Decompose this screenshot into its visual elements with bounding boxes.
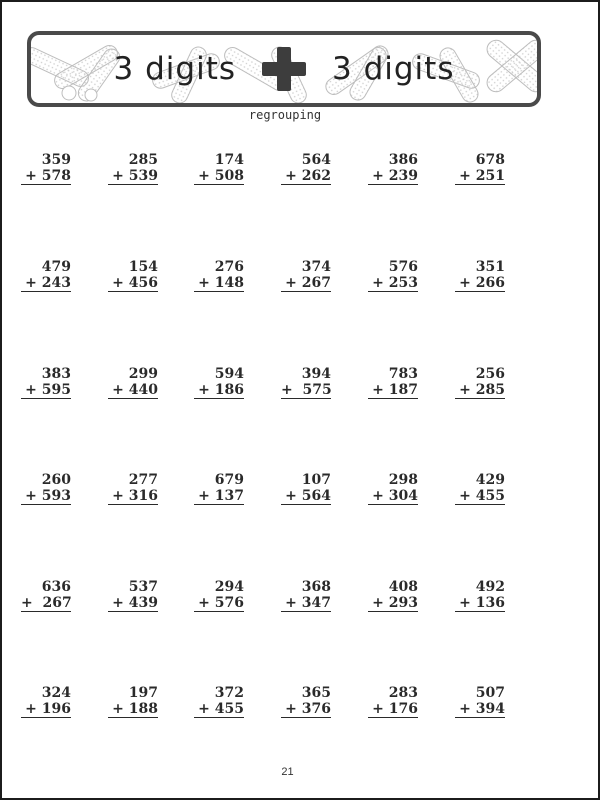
addend-bottom: + 508 [194, 168, 244, 185]
addend-top: 679 [214, 472, 244, 488]
addend-bottom: + 148 [194, 275, 244, 292]
addend-bottom: + 293 [368, 595, 418, 612]
addition-problem [368, 366, 418, 399]
addend-bottom: + 187 [368, 382, 418, 399]
addend-bottom: + 455 [194, 701, 244, 718]
addend-top: 383 [41, 366, 71, 382]
addend-bottom: + 578 [21, 168, 71, 185]
addend-bottom: + 137 [194, 488, 244, 505]
addend-bottom: + 316 [108, 488, 158, 505]
addition-problem [108, 579, 158, 612]
addend-top: 256 [475, 366, 505, 382]
addend-top: 408 [388, 579, 418, 595]
addition-problem [281, 259, 331, 292]
addend-top: 276 [214, 259, 244, 275]
addition-problem [368, 579, 418, 612]
addend-top: 783 [388, 366, 418, 382]
addend-top: 594 [214, 366, 244, 382]
addend-top: 285 [128, 152, 158, 168]
addend-top: 107 [301, 472, 331, 488]
subtitle: regrouping [248, 108, 322, 122]
addition-problem [21, 472, 71, 505]
addition-problem [108, 366, 158, 399]
addition-problem [194, 579, 244, 612]
addend-bottom: + 575 [281, 382, 332, 398]
addend-bottom: + 266 [455, 275, 505, 292]
addend-top: 537 [128, 579, 158, 595]
addend-top: 492 [475, 579, 505, 595]
addition-problem [21, 579, 71, 612]
addend-top: 283 [388, 685, 418, 701]
addend-bottom: + 347 [281, 595, 331, 612]
addition-problem [108, 685, 158, 718]
addition-problem [281, 685, 331, 718]
addend-top: 678 [475, 152, 505, 168]
addition-problem [368, 152, 418, 185]
addition-problem [281, 579, 331, 612]
addend-top: 174 [214, 152, 244, 168]
addend-top: 260 [41, 472, 71, 488]
addition-problem [455, 685, 505, 718]
addition-problem [108, 259, 158, 292]
addition-problem [455, 579, 505, 612]
addend-bottom: + 456 [108, 275, 158, 292]
title-left: 3 digits [113, 51, 236, 87]
addition-problem [194, 685, 244, 718]
addend-bottom: + 251 [455, 168, 505, 185]
addend-top: 365 [301, 685, 331, 701]
addend-bottom: + 188 [108, 701, 158, 718]
addend-top: 507 [475, 685, 505, 701]
addend-top: 351 [475, 259, 505, 275]
addend-bottom: + 253 [368, 275, 418, 292]
addend-bottom: + 564 [281, 488, 331, 505]
addition-problem [194, 472, 244, 505]
addend-top: 386 [388, 152, 418, 168]
addend-top: 294 [214, 579, 244, 595]
addend-top: 394 [301, 366, 331, 382]
addend-bottom: + 455 [455, 488, 505, 505]
addend-top: 154 [128, 259, 158, 275]
addition-problem [108, 152, 158, 185]
addition-problem [281, 152, 331, 185]
addend-top: 429 [475, 472, 505, 488]
addition-problem [368, 685, 418, 718]
addend-top: 564 [301, 152, 331, 168]
addition-problem [368, 259, 418, 292]
addend-bottom: + 539 [108, 168, 158, 185]
addition-problem [368, 472, 418, 505]
addend-top: 368 [301, 579, 331, 595]
addition-problem [281, 472, 331, 505]
addend-bottom: + 186 [194, 382, 244, 399]
addend-bottom: + 243 [21, 275, 71, 292]
addition-problem [455, 472, 505, 505]
addend-bottom: + 394 [455, 701, 505, 718]
addend-bottom: + 595 [21, 382, 71, 399]
addend-top: 324 [41, 685, 71, 701]
addend-top: 299 [128, 366, 158, 382]
addend-bottom: + 267 [281, 275, 331, 292]
addition-problem [21, 259, 71, 292]
addition-problem [21, 366, 71, 399]
addend-top: 636 [41, 579, 71, 595]
addend-bottom: + 262 [281, 168, 331, 185]
addend-bottom: + 136 [455, 595, 505, 612]
addition-problem [194, 366, 244, 399]
addend-bottom: + 196 [21, 701, 71, 718]
addend-top: 359 [41, 152, 71, 168]
page-number: 21 [281, 766, 294, 778]
addend-bottom: + 440 [108, 382, 158, 399]
addition-problem [455, 152, 505, 185]
addition-problem [194, 259, 244, 292]
addend-top: 479 [41, 259, 71, 275]
addition-problem [455, 259, 505, 292]
addition-problem [21, 685, 71, 718]
addend-bottom: + 576 [194, 595, 244, 612]
addend-bottom: + 267 [21, 595, 72, 611]
addend-bottom: + 239 [368, 168, 418, 185]
addend-bottom: + 376 [281, 701, 331, 718]
title-right: 3 digits [332, 51, 455, 87]
addend-top: 298 [388, 472, 418, 488]
addition-problem [455, 366, 505, 399]
addend-top: 576 [388, 259, 418, 275]
addend-bottom: + 304 [368, 488, 418, 505]
addend-top: 374 [301, 259, 331, 275]
addition-problem [281, 366, 331, 399]
addend-top: 197 [128, 685, 158, 701]
addend-bottom: + 176 [368, 701, 418, 718]
addition-problem [21, 152, 71, 185]
addend-top: 277 [128, 472, 158, 488]
addend-bottom: + 439 [108, 595, 158, 612]
addend-bottom: + 285 [455, 382, 505, 399]
addend-top: 372 [214, 685, 244, 701]
addition-problem [194, 152, 244, 185]
addend-bottom: + 593 [21, 488, 71, 505]
addition-problem [108, 472, 158, 505]
